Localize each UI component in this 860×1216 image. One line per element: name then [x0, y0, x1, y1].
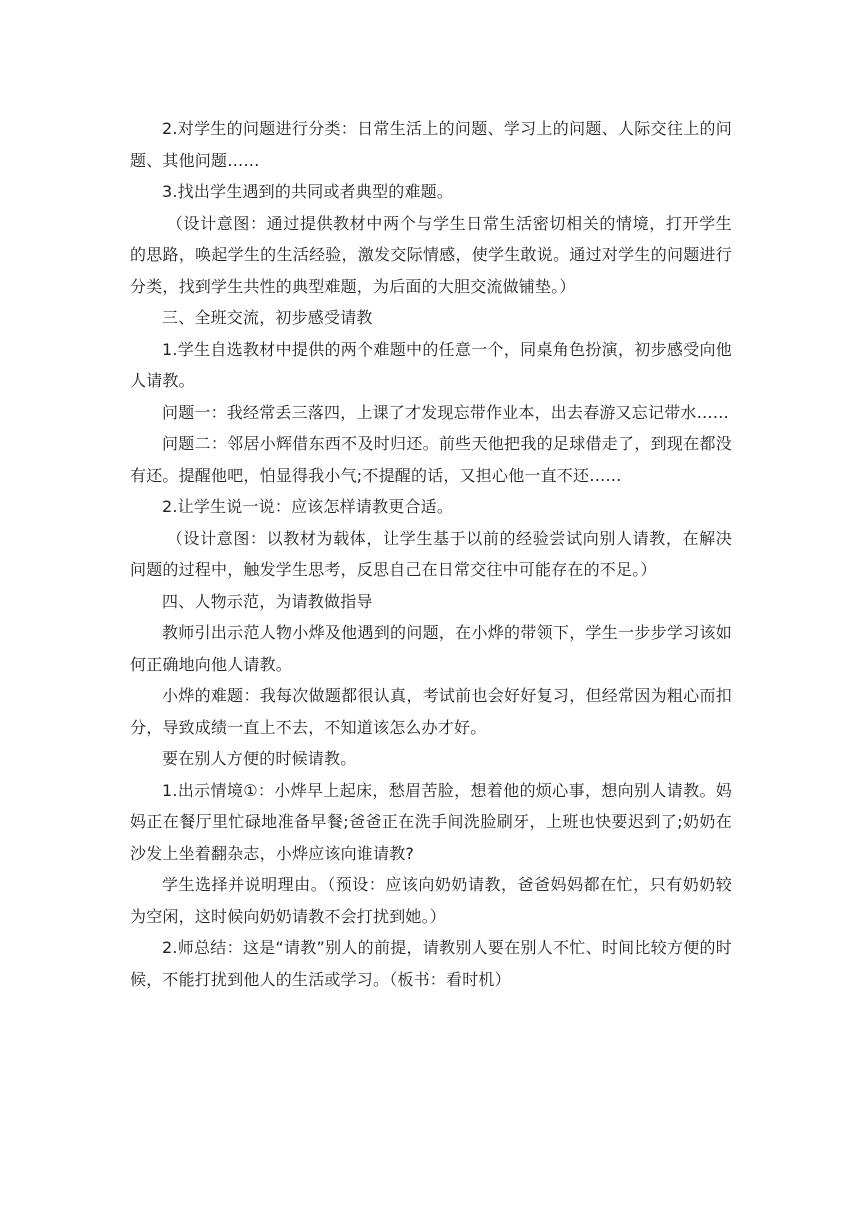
paragraph-xiaoye-problem: 小烨的难题：我每次做题都很认真，考试前也会好好复习，但经常因为粗心而扣分，导致成绩一直上不去，不知道该怎么办才好。	[130, 686, 732, 737]
paragraph-problem-2: 问题二：邻居小辉借东西不及时归还。前些天他把我的足球借走了，到现在都没有还。提醒他吧，怕显得我小气;不提醒的话，又担心他一直不还……	[130, 434, 732, 485]
paragraph-design-intent-2: （设计意图：以教材为载体，让学生基于以前的经验尝试向别人请教，在解决问题的过程中，触发学生思考，反思自己在日常交往中可能存在的不足。）	[130, 528, 732, 579]
paragraph-classify-problems: 2.对学生的问题进行分类：日常生活上的问题、学习上的问题、人际交往上的问题、其他问题……	[130, 119, 732, 170]
paragraph-teacher-intro: 教师引出示范人物小烨及他遇到的问题，在小烨的带领下，学生一步步学习该如何正确地向他人请教。	[130, 623, 732, 674]
paragraph-convenient-time: 要在别人方便的时候请教。	[162, 749, 357, 768]
section-heading-4: 四、人物示范，为请教做指导	[162, 591, 373, 611]
paragraph-scenario-1: 1.出示情境①：小烨早上起床，愁眉苦脸，想着他的烦心事，想向别人请教。妈妈正在餐厅里忙碌地准备早餐;爸爸正在洗手间洗脸刷牙，上班也快要迟到了;奶奶在沙发上坐着翻杂志，小烨应该向谁请教?	[130, 780, 732, 863]
paragraph-find-common-problems: 3.找出学生遇到的共同或者典型的难题。	[162, 182, 454, 201]
paragraph-design-intent-1: （设计意图：通过提供教材中两个与学生日常生活密切相关的情境，打开学生的思路，唤起学生的生活经验，激发交际情感，使学生敢说。通过对学生的问题进行分类，找到学生共性的典型难题，为后面的大胆交流做铺垫。）	[130, 213, 732, 296]
document-body	[130, 113, 732, 995]
section-heading-3: 三、全班交流，初步感受请教	[162, 308, 373, 327]
paragraph-teacher-summary: 2.师总结：这是“请教”别人的前提，请教别人要在别人不忙、时间比较方便的时候，不能打扰到他人的生活或学习。（板书：看时机）	[130, 938, 732, 989]
paragraph-student-choice: 学生选择并说明理由。（预设：应该向奶奶请教，爸爸妈妈都在忙，只有奶奶较为空闲，这时候向奶奶请教不会打扰到她。）	[130, 875, 732, 926]
paragraph-discuss-how: 2.让学生说一说：应该怎样请教更合适。	[162, 497, 454, 516]
paragraph-problem-1: 问题一：我经常丢三落四，上课了才发现忘带作业本，出去春游又忘记带水……	[162, 402, 730, 422]
paragraph-role-play: 1.学生自选教材中提供的两个难题中的任意一个，同桌角色扮演，初步感受向他人请教。	[130, 339, 732, 390]
